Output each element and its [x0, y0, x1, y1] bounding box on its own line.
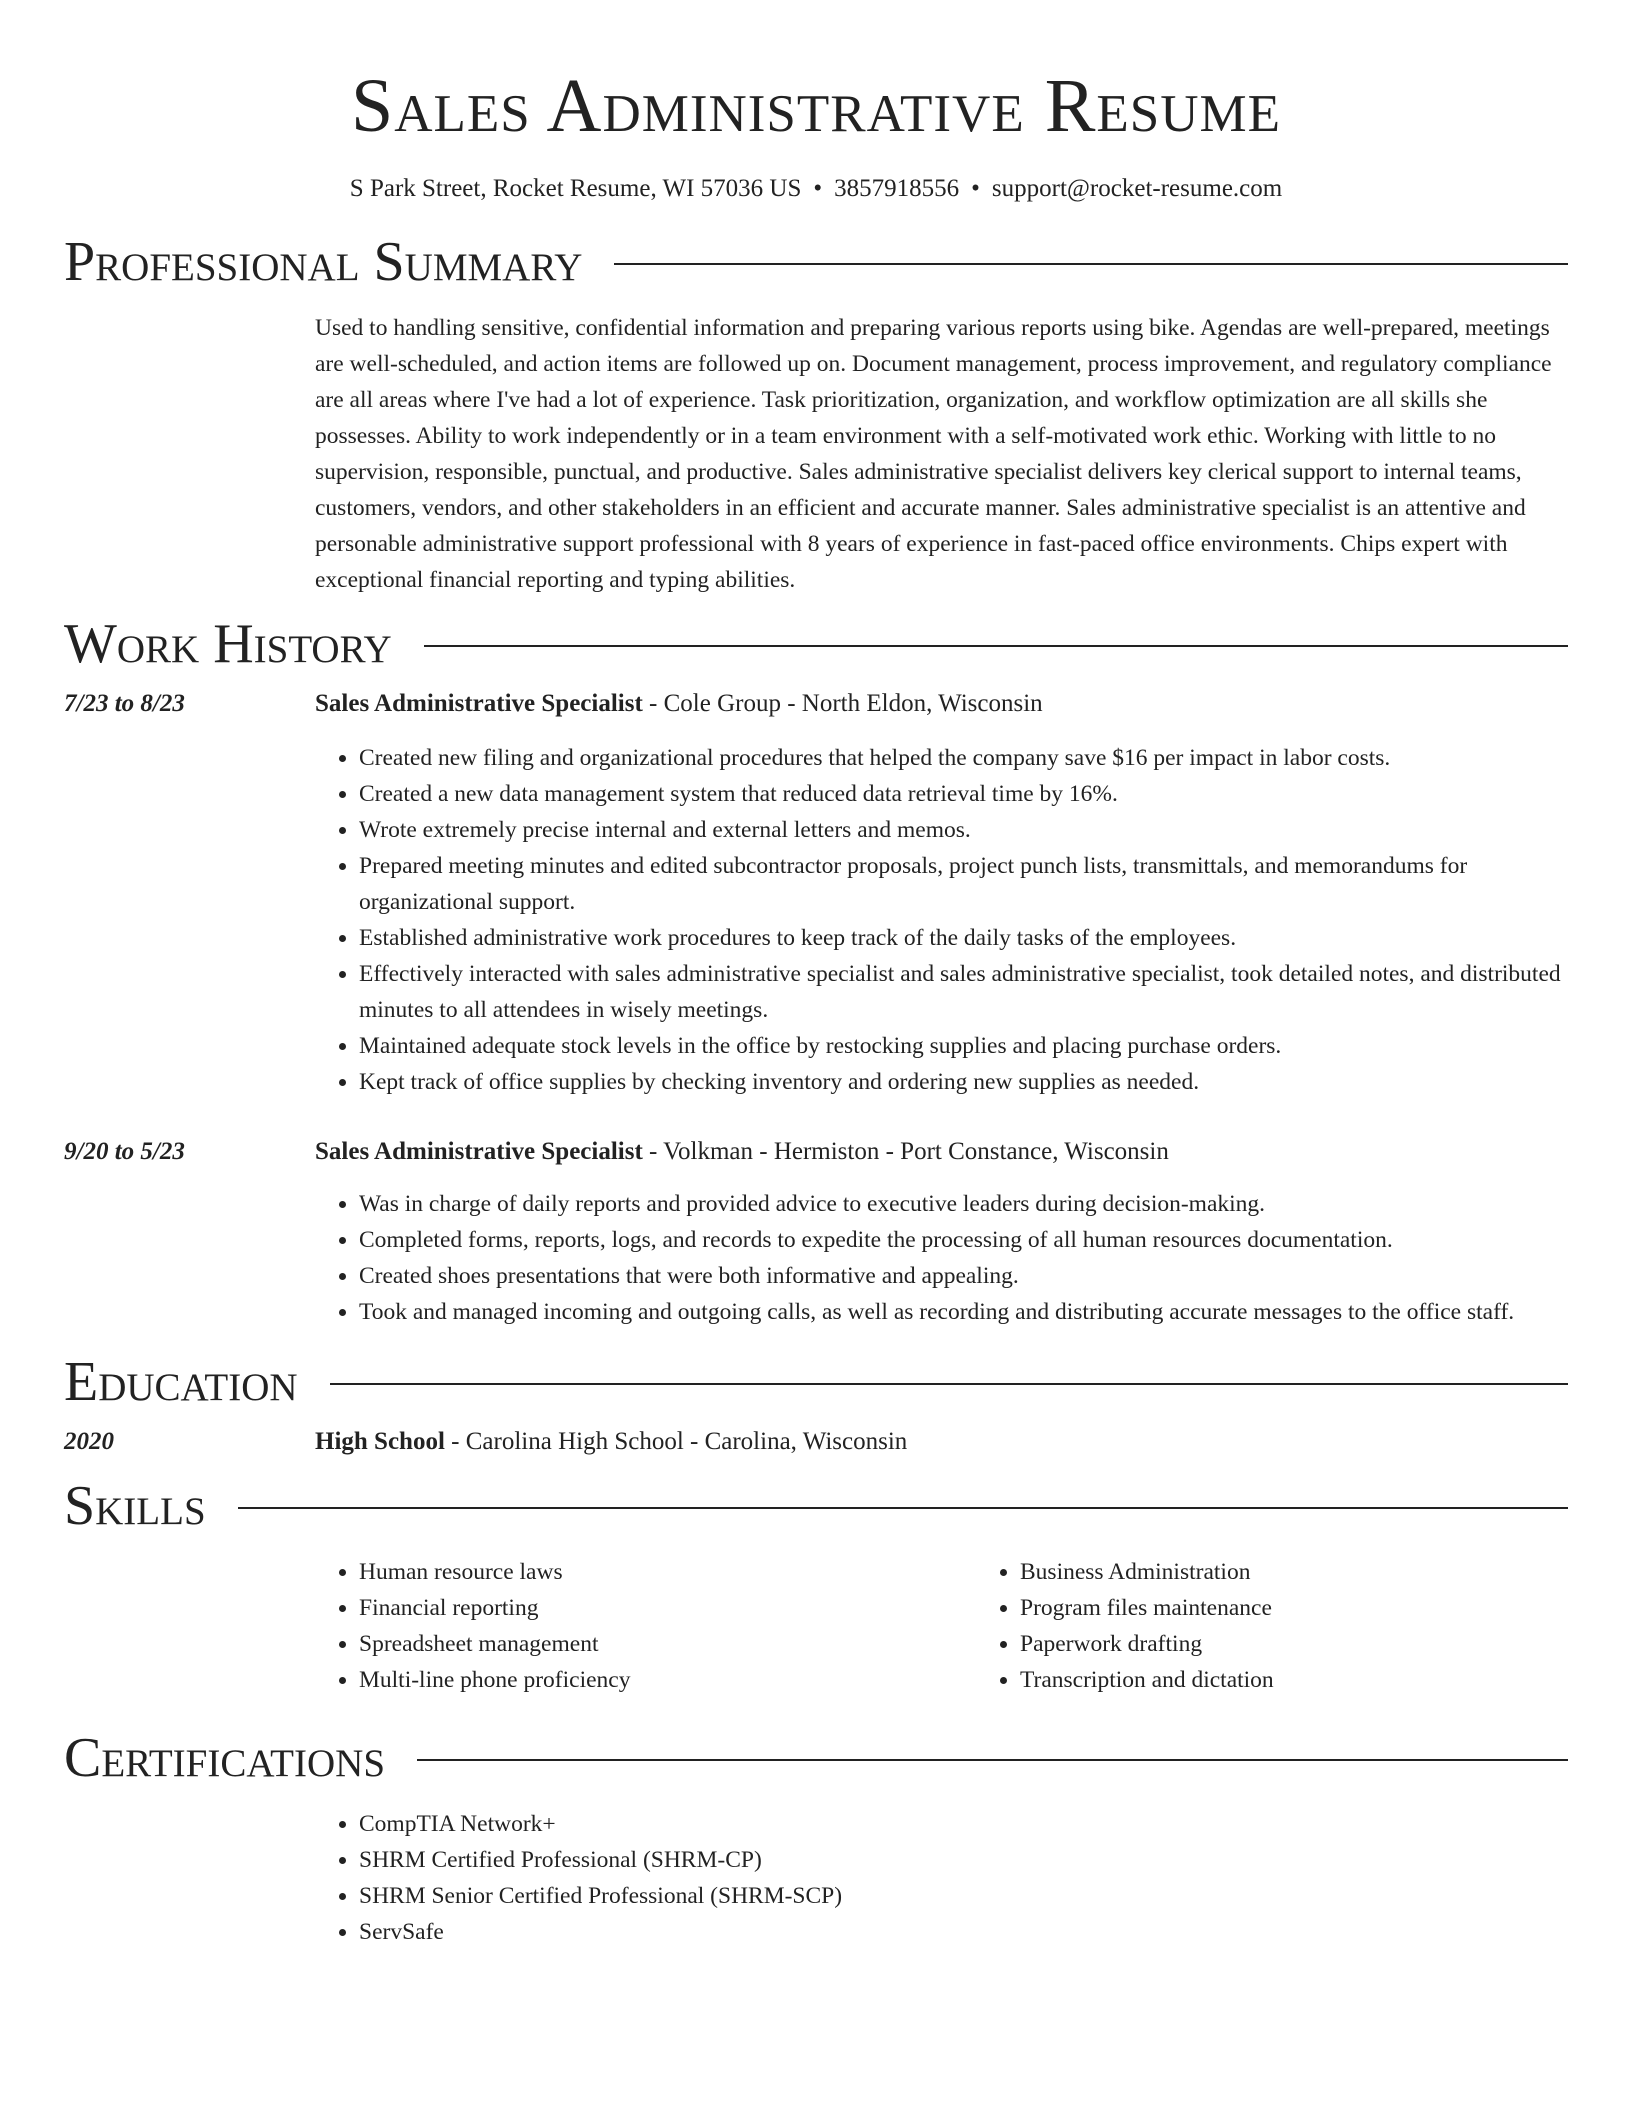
list-item: • SHRM Certified Professional (SHRM-CP) [359, 1842, 1568, 1878]
certifications-list [315, 1806, 1568, 1950]
list-item: • Effectively interacted with sales administrative specialist and sales administrative specialist, took detailed notes, and distributed minutes to all attendees in wisely meetings. [359, 956, 1568, 1028]
list-item: • Business Administration [1020, 1554, 1632, 1590]
job-bullets [315, 1186, 1568, 1330]
work-section-header [64, 614, 1568, 674]
resume-page [64, 0, 1568, 1950]
job-title: Sales Administrative Specialist [315, 1138, 643, 1165]
certifications-row [64, 1806, 1568, 1950]
skills-left-spacer [64, 1554, 315, 1698]
job-entry [64, 1134, 1568, 1330]
job-title-line [315, 686, 1568, 722]
list-item: • Created a new data management system that reduced data retrieval time by 16%. [359, 776, 1568, 812]
education-section-header [64, 1352, 1568, 1412]
education-details: - Carolina High School - Carolina, Wisconsin [444, 1428, 908, 1455]
list-item: • Created new filing and organizational procedures that helped the company save $16 per impact in labor costs. [359, 740, 1568, 776]
section-title-work: Work History [64, 613, 392, 675]
list-item: • Was in charge of daily reports and provided advice to executive leaders during decision-making. [359, 1186, 1568, 1222]
list-item: • Maintained adequate stock levels in the office by restocking supplies and placing purchase orders. [359, 1028, 1568, 1064]
skills-list-left [315, 1554, 976, 1698]
section-title-education: Education [64, 1351, 298, 1413]
education-line [315, 1424, 1568, 1460]
list-item: • SHRM Senior Certified Professional (SHRM-SCP) [359, 1878, 1568, 1914]
job-title-line [315, 1134, 1568, 1170]
summary-row [64, 310, 1568, 598]
list-item: • Prepared meeting minutes and edited subcontractor proposals, project punch lists, transmittals, and memorandums for organizational support. [359, 848, 1568, 920]
list-item: • Created shoes presentations that were both informative and appealing. [359, 1258, 1568, 1294]
list-item: • Program files maintenance [1020, 1590, 1632, 1626]
list-item: • Transcription and dictation [1020, 1662, 1632, 1698]
email: support@rocket-resume.com [991, 175, 1283, 202]
resume-title: Sales Administrative Resume [350, 64, 1282, 148]
list-item: • Human resource laws [359, 1554, 976, 1590]
job-dates: 7/23 to 8/23 [64, 690, 185, 717]
education-degree: High School [315, 1428, 445, 1455]
list-item: • Took and managed incoming and outgoing calls, as well as recording and distributing accurate messages to the office staff. [359, 1294, 1568, 1330]
address: S Park Street, Rocket Resume, WI 57036 US [349, 175, 802, 202]
phone: 3857918556 [834, 175, 960, 202]
job-details: - Volkman - Hermiston - Port Constance, Wisconsin [642, 1138, 1169, 1165]
list-item: • Completed forms, reports, logs, and records to expedite the processing of all human resources documentation. [359, 1222, 1568, 1258]
summary-left-spacer [64, 310, 315, 598]
section-title-skills: Skills [64, 1475, 206, 1537]
section-title-certifications: Certifications [64, 1727, 386, 1789]
education-year: 2020 [64, 1428, 114, 1455]
section-divider [238, 1507, 1568, 1509]
list-item: • ServSafe [359, 1914, 1568, 1950]
job-dates: 9/20 to 5/23 [64, 1138, 185, 1165]
list-item: • Kept track of office supplies by checking inventory and ordering new supplies as needed. [359, 1064, 1568, 1100]
job-body [315, 686, 1568, 1100]
list-item: • Spreadsheet management [359, 1626, 976, 1662]
list-item: • CompTIA Network+ [359, 1806, 1568, 1842]
certifications-section-header [64, 1728, 1568, 1788]
job-entry [64, 686, 1568, 1100]
list-item: • Established administrative work procedures to keep track of the daily tasks of the employees. [359, 920, 1568, 956]
job-details: - Cole Group - North Eldon, Wisconsin [642, 690, 1043, 717]
separator-dot: • [971, 175, 980, 202]
certifications-body [315, 1806, 1568, 1950]
skills-list-right [976, 1554, 1632, 1698]
certifications-left-spacer [64, 1806, 315, 1950]
list-item: • Multi-line phone proficiency [359, 1662, 976, 1698]
list-item: • Wrote extremely precise internal and external letters and memos. [359, 812, 1568, 848]
job-title: Sales Administrative Specialist [315, 690, 643, 717]
summary-section-header [64, 232, 1568, 292]
skills-row [64, 1554, 1568, 1698]
job-body [315, 1134, 1568, 1330]
section-title-summary: Professional Summary [64, 231, 583, 293]
skills-grid [315, 1554, 1632, 1698]
section-divider [417, 1759, 1568, 1761]
section-divider [424, 645, 1568, 647]
skills-section-header [64, 1476, 1568, 1536]
section-divider [614, 263, 1568, 265]
education-entry [64, 1424, 1568, 1460]
section-divider [330, 1383, 1568, 1385]
list-item: • Paperwork drafting [1020, 1626, 1632, 1662]
job-bullets [315, 740, 1568, 1100]
contact-line [64, 172, 1568, 206]
summary-text: Used to handling sensitive, confidential information and preparing various reports using bike. Agendas are well-prepared, meetings are well-scheduled, and action items are followed up on. Document management, process improvement, and regulatory compliance are all areas where I've had a lot of experience. Task prioritization, organization, and workflow optimization are all skills she possesses. Ability to work independently or in a team environment with a self-motivated work ethic. Working with little to no supervision, responsible, punctual, and productive. Sales administrative specialist delivers key clerical support to internal teams, customers, vendors, and other stakeholders in an efficient and accurate manner. Sales administrative specialist is an attentive and personable administrative support professional with 8 years of experience in fast-paced office environments. Chips expert with exceptional financial reporting and typing abilities. [315, 315, 1552, 593]
list-item: • Financial reporting [359, 1590, 976, 1626]
separator-dot: • [813, 175, 823, 202]
